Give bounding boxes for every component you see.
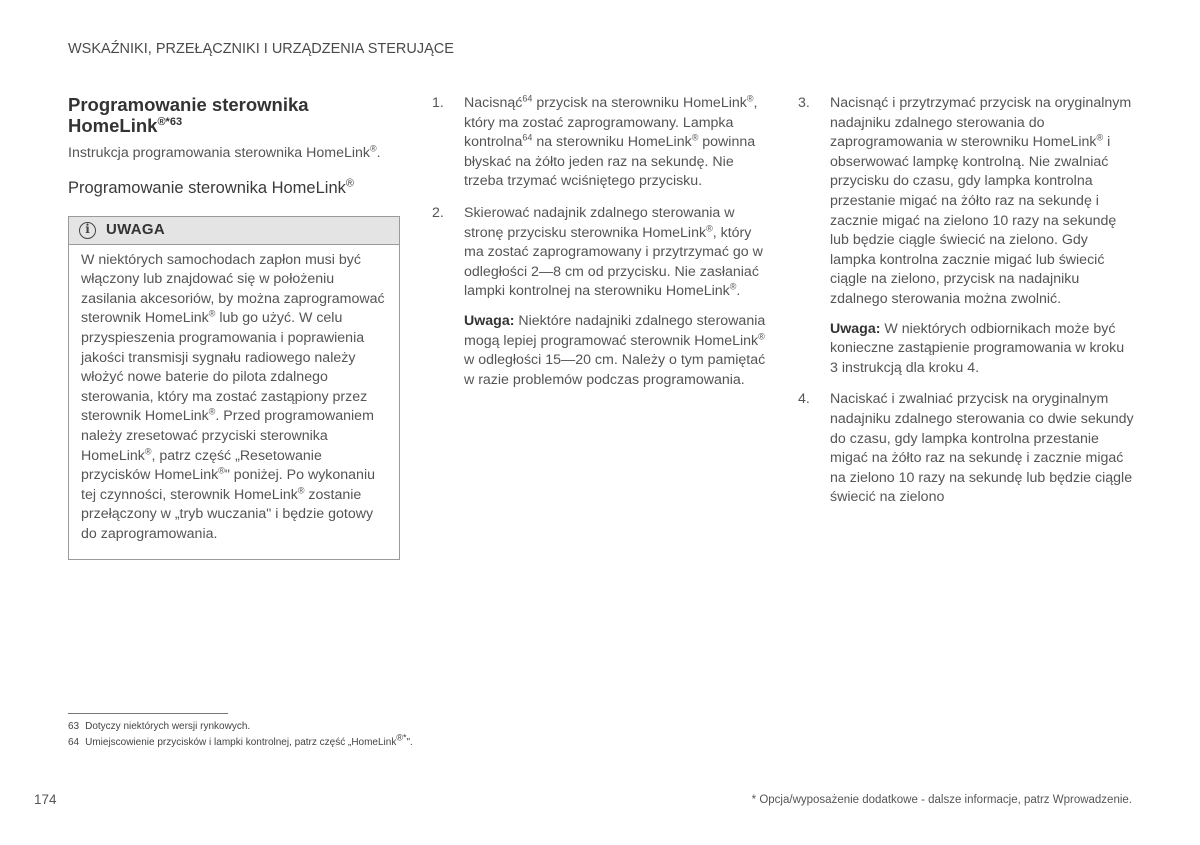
step-note-label: Uwaga: [830, 320, 881, 337]
step-number: 2. [432, 204, 444, 221]
footnote-divider [68, 713, 228, 714]
footnote: 63 Dotyczy niektórych wersji rynkowych. [68, 721, 251, 732]
info-icon: i [79, 222, 96, 239]
step-number: 1. [432, 95, 444, 111]
step-content: Nacisnąć$^{64}$ przycisk na sterowniku HomeLink®, który ma zostać zaprogramowany. Lampka kontrolna$^{64}$ na sterowniku HomeLink® powinna błyskać na żółto jeden raz na sekundę. Nie trzeba trzymać wciśniętego przycisku. [464, 93, 758, 190]
step-note: Uwaga: Niektóre nadajniki zdalnego sterowania mogą lepiej programować sterownik HomeLink® w odległości 15—20 cm. Należy o tym pamiętać w razie problemów podczas programowania. [464, 312, 766, 388]
running-header: WSKAŹNIKI, PRZEŁĄCZNIKI I URZĄDZENIA STERUJĄCE [68, 41, 454, 57]
note-header [69, 217, 399, 245]
step-content: Nacisnąć i przytrzymać przycisk na oryginalnym nadajniku zdalnego sterowania do zaprogramowania w sterowniku HomeLink® i obserwować lampkę kontrolną. Nie zwalniać przycisku do czasu, gdy lampka kontrolna przestanie migać na żółto raz na sekundę i zacznie migać na zielono 10 razy na sekundę lub będzie ciągle świecić na zielono. Gdy lampka kontrolna zacznie migać lub świecić ciągle na zielono, przycisk na nadajniku zdalnego sterowania można zwolnić. Uwaga: W niektórych odbiornikach może być konieczne zastąpienie programowania w kroku 3 instrukcją dla kroku 4. [830, 94, 1134, 378]
step-note-label: Uwaga: [464, 312, 515, 329]
step-item [798, 94, 1134, 378]
step-content: Naciskać i zwalniać przycisk na oryginalnym nadajniku zdalnego sterowania co dwie sekundy do czasu, gdy lampka kontrolna przestanie migać na żółto raz na sekundę i zacznie migać na zielono 10 razy na sekundę lub będzie ciągle świecić na zielono [830, 391, 1134, 506]
column-left [68, 94, 400, 560]
footnote: 64 Umiejscowienie przycisków i lampki kontrolnej, patrz część „HomeLink®*". [68, 732, 413, 748]
step-item [432, 94, 768, 192]
column-middle [432, 94, 768, 402]
column-right [798, 94, 1134, 520]
footnotes [68, 719, 413, 751]
step-content: Skierować nadajnik zdalnego sterowania w stronę przycisku sterownika HomeLink®, który ma zostać zaprogramowany i przytrzymać go w odległości 2—8 cm od przycisku. Nie zasłaniać lampki kontrolnej na sterowniku HomeLink®. Uwaga: Niektóre nadajniki zdalnego sterowania mogą lepiej programować sterownik HomeLink® w odległości 15—20 cm. Należy o tym pamiętać w razie problemów podczas programowania. [464, 204, 768, 390]
note-body: W niektórych samochodach zapłon musi być włączony lub znajdować się w położeniu zasilania akcesoriów, by można zaprogramować sterownik HomeLink® lub go użyć. W celu przyspieszenia programowania i poprawienia jakości transmisji sygnału radiowego należy włożyć nowe baterie do pilota zdalnego sterowania, który ma zostać zastąpiony przez sterownik HomeLink®. Przed programowaniem należy zresetować przyciski sterownika HomeLink®, patrz część „Resetowanie przycisków HomeLink®" poniżej. Po wykonaniu tej czynności, sterownik HomeLink® zostanie przełączony w „tryb wuczania" i będzie gotowy do zaprogramowania. [81, 251, 385, 542]
step-note: Uwaga: W niektórych odbiornikach może być konieczne zastąpienie programowania w kroku 3 instrukcją dla kroku 4. [830, 320, 1125, 376]
step-number: 4. [798, 391, 810, 408]
option-note: * Opcja/wyposażenie dodatkowe - dalsze informacje, patrz Wprowadzenie. [751, 794, 1132, 806]
step-item [798, 390, 1134, 508]
step-item [432, 204, 768, 390]
note-label: UWAGA [106, 221, 165, 239]
section-intro: Instrukcja programowania sterownika HomeLink®. [68, 143, 381, 161]
section-subtitle: Programowanie sterownika HomeLink® [68, 177, 354, 197]
step-number: 3. [798, 95, 810, 111]
note-box [68, 216, 400, 560]
steps-list-right [798, 94, 1134, 508]
section-title: Programowanie sterownika HomeLink$^{®*63}$ [68, 94, 309, 136]
steps-list-middle [432, 94, 768, 390]
page-number: 174 [34, 792, 57, 807]
